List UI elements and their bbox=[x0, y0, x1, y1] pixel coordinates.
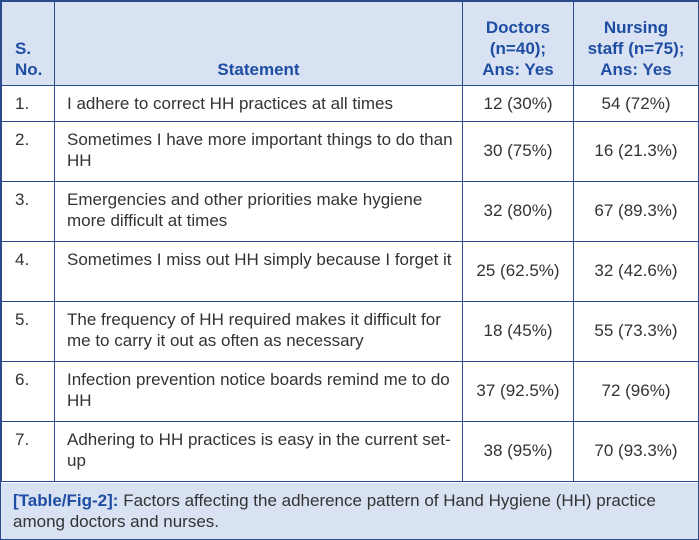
table-row bbox=[2, 122, 699, 182]
row-statement: Sometimes I miss out HH simply because I forget it bbox=[55, 242, 463, 302]
row-doctors: 37 (92.5%) bbox=[463, 362, 574, 422]
row-nursing: 67 (89.3%) bbox=[574, 182, 699, 242]
row-doctors: 25 (62.5%) bbox=[463, 242, 574, 302]
row-nursing: 54 (72%) bbox=[574, 86, 699, 122]
row-doctors: 38 (95%) bbox=[463, 422, 574, 482]
row-sno: 3. bbox=[2, 182, 55, 242]
header-sno: S. No. bbox=[2, 2, 55, 86]
row-nursing: 16 (21.3%) bbox=[574, 122, 699, 182]
row-statement: Adhering to HH practices is easy in the current set-up bbox=[55, 422, 463, 482]
table-row bbox=[2, 86, 699, 122]
row-statement: Sometimes I have more important things to do than HH bbox=[55, 122, 463, 182]
factors-table bbox=[1, 1, 699, 482]
row-nursing: 70 (93.3%) bbox=[574, 422, 699, 482]
table-row bbox=[2, 242, 699, 302]
header-statement: Statement bbox=[55, 2, 463, 86]
table-row bbox=[2, 422, 699, 482]
row-sno: 4. bbox=[2, 242, 55, 302]
row-statement: Infection prevention notice boards remind me to do HH bbox=[55, 362, 463, 422]
row-statement: The frequency of HH required makes it difficult for me to carry it out as often as necessary bbox=[55, 302, 463, 362]
row-sno: 2. bbox=[2, 122, 55, 182]
header-row bbox=[2, 2, 699, 86]
caption-label: [Table/Fig-2]: bbox=[13, 491, 119, 510]
row-nursing: 72 (96%) bbox=[574, 362, 699, 422]
row-nursing: 55 (73.3%) bbox=[574, 302, 699, 362]
row-statement: I adhere to correct HH practices at all times bbox=[55, 86, 463, 122]
row-doctors: 12 (30%) bbox=[463, 86, 574, 122]
row-sno: 6. bbox=[2, 362, 55, 422]
row-nursing: 32 (42.6%) bbox=[574, 242, 699, 302]
caption-text: Factors affecting the adherence pattern of Hand Hygiene (HH) practice among doctors and nurses. bbox=[13, 491, 656, 531]
row-sno: 7. bbox=[2, 422, 55, 482]
row-doctors: 32 (80%) bbox=[463, 182, 574, 242]
table-row bbox=[2, 182, 699, 242]
row-doctors: 18 (45%) bbox=[463, 302, 574, 362]
row-sno: 1. bbox=[2, 86, 55, 122]
row-sno: 5. bbox=[2, 302, 55, 362]
row-statement: Emergencies and other priorities make hygiene more difficult at times bbox=[55, 182, 463, 242]
header-doctors: Doctors (n=40); Ans: Yes bbox=[463, 2, 574, 86]
table-row bbox=[2, 362, 699, 422]
header-nursing: Nursing staff (n=75); Ans: Yes bbox=[574, 2, 699, 86]
table-row bbox=[2, 302, 699, 362]
table-caption bbox=[1, 483, 698, 539]
row-doctors: 30 (75%) bbox=[463, 122, 574, 182]
